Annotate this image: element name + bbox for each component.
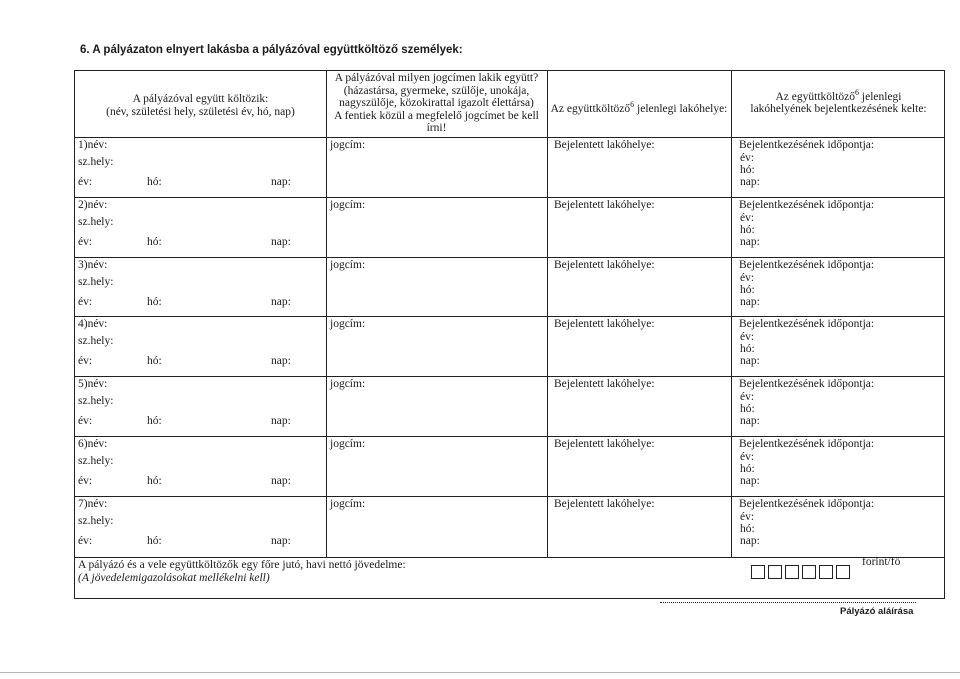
registration-day-label: nap: bbox=[740, 176, 760, 188]
registration-day-label: nap: bbox=[740, 295, 760, 308]
registration-month-label: hó: bbox=[740, 223, 755, 236]
header-col-member bbox=[75, 93, 326, 118]
legal-title-label: jogcím: bbox=[330, 198, 366, 211]
legal-title-label: jogcím: bbox=[330, 438, 366, 450]
registered-address-label: Bejelentett lakóhelye: bbox=[554, 378, 655, 391]
birthplace-label: sz.hely: bbox=[78, 514, 114, 527]
birthplace-label: sz.hely: bbox=[78, 395, 114, 408]
member-name-label: 5)név: bbox=[78, 378, 108, 391]
registration-date-label: Bejelentkezésének időpontja: bbox=[739, 318, 875, 331]
birthplace-label: sz.hely: bbox=[78, 455, 114, 467]
header-col-registration bbox=[731, 87, 946, 116]
income-label: A pályázó és a vele együttköltözők egy főre jutó, havi nettó jövedelme: bbox=[78, 559, 406, 571]
birth-month-label: hó: bbox=[147, 235, 162, 248]
scan-edge bbox=[0, 672, 960, 673]
registered-address-label: Bejelentett lakóhelye: bbox=[554, 438, 655, 450]
birth-year-label: év: bbox=[78, 534, 93, 547]
registered-address-label: Bejelentett lakóhelye: bbox=[554, 497, 655, 510]
registration-month-label: hó: bbox=[740, 463, 755, 475]
registration-date-label: Bejelentkezésének időpontja: bbox=[739, 497, 875, 510]
registration-day-label: nap: bbox=[740, 355, 760, 368]
registration-year-label: év: bbox=[740, 391, 755, 404]
footnote-marker: 6 bbox=[630, 100, 635, 109]
header-col-title-line3: nagyszülője, közokirattal igazolt élettársa) bbox=[339, 97, 534, 109]
member-name-label: 6)név: bbox=[78, 438, 108, 450]
birthplace-label: sz.hely: bbox=[78, 215, 114, 228]
legal-title-label: jogcím: bbox=[330, 378, 366, 391]
birth-day-label: nap: bbox=[271, 534, 291, 547]
registered-address-label: Bejelentett lakóhelye: bbox=[554, 318, 655, 331]
section-heading: 6. A pályázaton elnyert lakásba a pályázóval együttköltöző személyek: bbox=[80, 44, 463, 56]
signature-line[interactable] bbox=[660, 596, 916, 603]
registered-address-label: Bejelentett lakóhelye: bbox=[554, 139, 655, 151]
legal-title-label: jogcím: bbox=[330, 497, 366, 510]
member-name-label: 2)név: bbox=[78, 198, 108, 211]
birth-month-label: hó: bbox=[147, 534, 162, 547]
legal-title-label: jogcím: bbox=[330, 258, 366, 271]
digit-box[interactable] bbox=[836, 565, 850, 579]
registration-year-label: év: bbox=[740, 451, 755, 463]
registration-month-label: hó: bbox=[740, 403, 755, 416]
registration-year-label: év: bbox=[740, 152, 755, 164]
birthplace-label: sz.hely: bbox=[78, 156, 114, 168]
member-name-label: 4)név: bbox=[78, 318, 108, 331]
header-col-title-line5: írni! bbox=[426, 122, 447, 134]
income-unit: forint/fő bbox=[862, 556, 901, 568]
registration-date-label: Bejelentkezésének időpontja: bbox=[739, 198, 875, 211]
legal-title-label: jogcím: bbox=[330, 318, 366, 331]
birth-month-label: hó: bbox=[147, 355, 162, 368]
header-col-member-line2: (név, születési hely, születési év, hó, nap) bbox=[106, 105, 295, 118]
header-col-member-line1: A pályázóval együtt költözik: bbox=[132, 93, 269, 105]
member-name-label: 3)név: bbox=[78, 258, 108, 271]
birth-year-label: év: bbox=[78, 475, 93, 487]
household-members-table bbox=[74, 70, 945, 599]
birth-year-label: év: bbox=[78, 355, 93, 368]
registered-address-label: Bejelentett lakóhelye: bbox=[554, 198, 655, 211]
registration-month-label: hó: bbox=[740, 522, 755, 535]
birth-day-label: nap: bbox=[271, 415, 291, 428]
column-divider bbox=[326, 71, 327, 557]
birth-year-label: év: bbox=[78, 235, 93, 248]
birth-month-label: hó: bbox=[147, 295, 162, 308]
registration-month-label: hó: bbox=[740, 164, 755, 176]
footnote-marker: 6 bbox=[855, 88, 860, 97]
registration-date-label: Bejelentkezésének időpontja: bbox=[739, 378, 875, 391]
signature-label: Pályázó aláírása bbox=[840, 606, 914, 617]
registration-year-label: év: bbox=[740, 510, 755, 523]
header-col-legal-title bbox=[326, 72, 547, 135]
birth-year-label: év: bbox=[78, 415, 93, 428]
registration-day-label: nap: bbox=[740, 534, 760, 547]
header-col-address-text2: jelenlegi lakóhelye: bbox=[634, 102, 728, 115]
birth-year-label: év: bbox=[78, 295, 93, 308]
header-col-reg-line2: lakóhelyének bejelentkezésének kelte: bbox=[750, 103, 927, 116]
digit-box[interactable] bbox=[819, 565, 833, 579]
registration-year-label: év: bbox=[740, 211, 755, 224]
member-name-label: 1)név: bbox=[78, 139, 108, 151]
birth-day-label: nap: bbox=[271, 355, 291, 368]
birth-month-label: hó: bbox=[147, 475, 162, 487]
column-divider bbox=[731, 71, 732, 557]
legal-title-label: jogcím: bbox=[330, 139, 366, 151]
registration-date-label: Bejelentkezésének időpontja: bbox=[739, 438, 875, 450]
column-divider bbox=[547, 71, 548, 557]
birth-day-label: nap: bbox=[271, 475, 291, 487]
digit-box[interactable] bbox=[802, 565, 816, 579]
birth-month-label: hó: bbox=[147, 176, 162, 188]
digit-box[interactable] bbox=[768, 565, 782, 579]
digit-box[interactable] bbox=[751, 565, 765, 579]
registration-month-label: hó: bbox=[740, 283, 755, 296]
registration-date-label: Bejelentkezésének időpontja: bbox=[739, 258, 875, 271]
registration-day-label: nap: bbox=[740, 415, 760, 428]
header-col-address bbox=[547, 99, 731, 115]
birth-month-label: hó: bbox=[147, 415, 162, 428]
birthplace-label: sz.hely: bbox=[78, 275, 114, 288]
header-col-title-line2: (házastársa, gyermeke, szülője, unokája, bbox=[343, 84, 530, 97]
birth-year-label: év: bbox=[78, 176, 93, 188]
birth-day-label: nap: bbox=[271, 176, 291, 188]
registration-year-label: év: bbox=[740, 331, 755, 344]
birth-day-label: nap: bbox=[271, 295, 291, 308]
digit-box[interactable] bbox=[785, 565, 799, 579]
registration-day-label: nap: bbox=[740, 235, 760, 248]
header-col-reg-text2: jelenlegi bbox=[859, 90, 902, 103]
header-col-title-line4: A fentiek közül a megfelelő jogcímet be kell bbox=[334, 109, 539, 122]
header-col-reg-text: Az együttköltöző bbox=[775, 90, 856, 103]
registration-month-label: hó: bbox=[740, 343, 755, 356]
birthplace-label: sz.hely: bbox=[78, 335, 114, 348]
registration-date-label: Bejelentkezésének időpontja: bbox=[739, 139, 875, 151]
registration-year-label: év: bbox=[740, 271, 755, 284]
header-col-title-line1: A pályázóval milyen jogcímen lakik együtt? bbox=[334, 72, 539, 84]
member-name-label: 7)név: bbox=[78, 497, 108, 510]
income-note: (A jövedelemigazolásokat mellékelni kell) bbox=[78, 572, 270, 584]
registration-day-label: nap: bbox=[740, 475, 760, 487]
income-amount-boxes[interactable] bbox=[751, 565, 850, 579]
registered-address-label: Bejelentett lakóhelye: bbox=[554, 258, 655, 271]
header-col-address-text: Az együttköltöző bbox=[550, 102, 631, 115]
birth-day-label: nap: bbox=[271, 235, 291, 248]
